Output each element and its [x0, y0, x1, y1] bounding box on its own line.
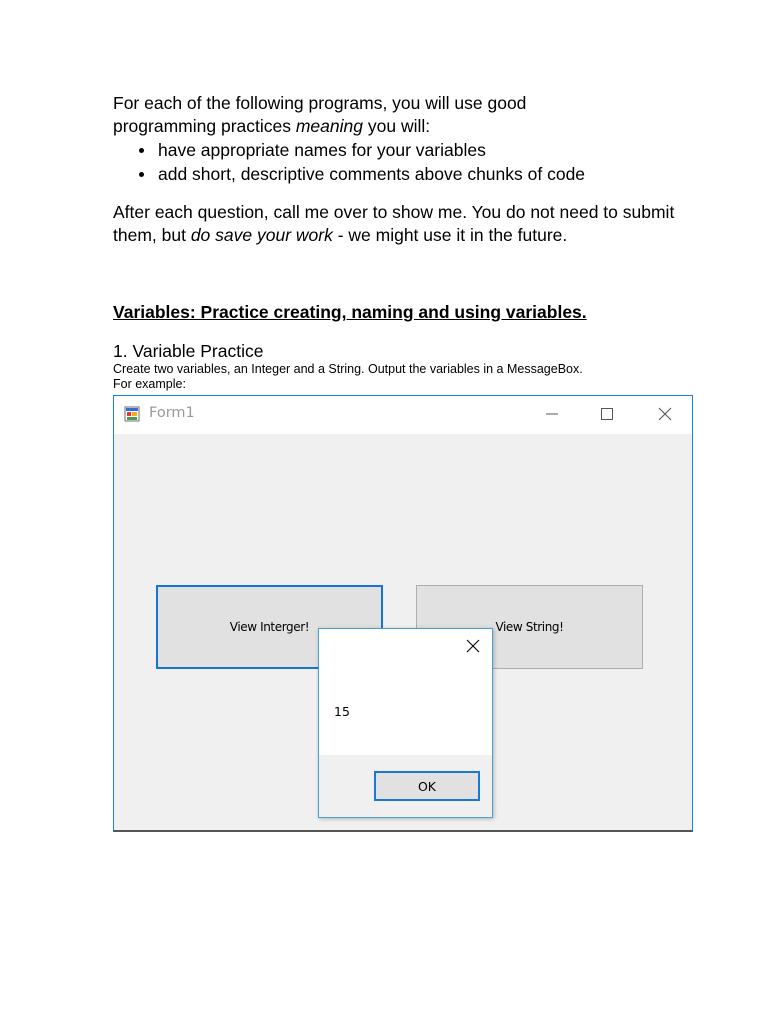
intro-emphasis: meaning: [295, 116, 363, 136]
close-icon[interactable]: [650, 402, 680, 426]
intro-line-2-end: you will:: [363, 116, 431, 136]
instructions-emphasis: do save your work: [190, 224, 333, 245]
minimize-icon[interactable]: [537, 402, 567, 426]
question-desc-line-2: For example:: [113, 377, 186, 391]
question-title: 1. Variable Practice: [113, 341, 264, 361]
practice-item: have appropriate names for your variables: [113, 138, 713, 162]
practice-list: [113, 138, 713, 186]
intro-line-2: programming practices: [113, 116, 296, 136]
question-desc-line-1: Create two variables, an Integer and a String. Output the variables in a MessageBox.: [113, 362, 583, 376]
intro-block: [113, 92, 713, 246]
intro-paragraph: [113, 92, 713, 138]
instructions-text-end: - we might use it in the future.: [332, 224, 568, 245]
form-title: Form1: [149, 405, 195, 421]
maximize-icon[interactable]: [592, 402, 622, 426]
view-string-button[interactable]: View String!: [416, 585, 643, 669]
form-titlebar[interactable]: [114, 396, 692, 434]
intro-line-1: For each of the following programs, you will use good: [113, 93, 527, 113]
message-box-footer: [319, 755, 492, 817]
section-heading: Variables: Practice creating, naming and using variables.: [113, 302, 587, 322]
form-app-icon: [124, 406, 140, 422]
practice-item: add short, descriptive comments above chunks of code: [113, 162, 713, 186]
message-box: [318, 628, 493, 818]
instructions-text: After each question, call me over to show me. You do not need to submit them, but: [113, 202, 675, 245]
close-icon[interactable]: [464, 637, 482, 655]
question-description: [113, 362, 583, 392]
form-window: [113, 395, 693, 832]
ok-button[interactable]: OK: [374, 771, 480, 801]
message-text: 15: [334, 704, 350, 719]
view-integer-button[interactable]: View Interger!: [156, 585, 383, 669]
instructions-paragraph: [113, 201, 713, 246]
